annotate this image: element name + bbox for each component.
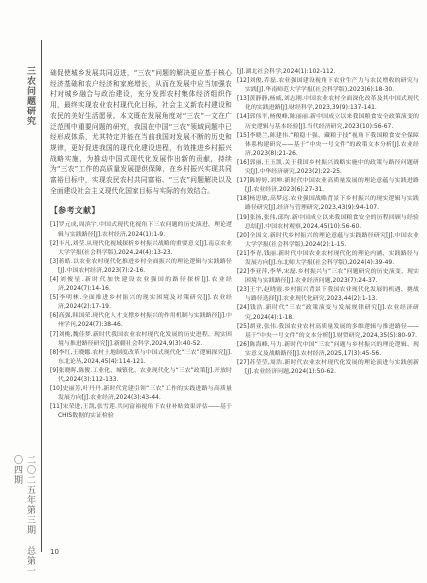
reference-item: [14]郭伟平,杨俊峰,陈丽丽.新中国成立以来我国粮食安全政策演变的历史逻辑与基本经验[J].当代经济研究,2023(10):56-67. bbox=[237, 114, 419, 130]
reference-item: [18]杨思敏,高梦远.农业强国战略背景下乡村振兴的现实逻辑与实践路径研究[J].经济与管理研究,2023,43(9):94-107. bbox=[237, 196, 419, 212]
reference-item: [17]陈婷婷,刘坤.新时代中国农业高质量发展的理论意蕴与实践进路[J].农业经济,2023(6):27-31. bbox=[237, 178, 419, 194]
reference-item: [21]李青,钱丽.新时代中国农业农村现代化的理论内涵、实践路径与发展方向[J].东北师大学报(社会科学版),2024(4):39-49. bbox=[237, 250, 419, 266]
reference-item: [5]李明林.全面推进乡村振兴的现实困境及对策研究[J].农业经济,2024(2):17-19. bbox=[50, 295, 232, 311]
right-column bbox=[237, 68, 419, 377]
reference-item: [15]李晓兰,陈建伟.“粮稳十强、藏粮于技”视角下我国粮食安全保障体系构建研究——基于“中央一号文件”的政策文本分析[J].农业经济,2023(8):21-26. bbox=[237, 132, 419, 157]
section-label: 三农问题研究 bbox=[25, 66, 35, 126]
reference-item: [19]张扬,张伟,邱均.新中国成立以来我国粮食安全的历程回顾与经验总结[J].中国农村观察,2024,45(10):56-60. bbox=[237, 214, 419, 230]
reference-item: [7]刘桃,魏佳梦.新时代我国农业农村现代化发展的历史进程、现实困境与推进路径研究[J].新疆社会科学,2024,9(3):40-52. bbox=[50, 331, 232, 347]
reference-item: [3]蒋皓.以农业农村现代化推进乡村全面振兴的理论逻辑与实践路径[J].中国农村经济,2023(7):2-16. bbox=[50, 258, 232, 274]
reference-item: [16]郭丽,王玉凯.关于我国乡村振兴战略实施中的政策与路径问题研究[J].中华经济研究,2023(2):22-25. bbox=[237, 159, 419, 176]
reference-item: [25]胡亚,张伟.我国农业农村高质量发展的多维逻辑与推进路径——基于“中央一号文件”的文本分析[J].财贸研究,2024,35(5):80-97. bbox=[237, 323, 419, 339]
body-paragraph: 础促使城乡发展共同迈进，“三农”问题的解决更应基于核心经济基础和农户经济和家庭增长，从而在发展中应当加强农村对城乡融合与政治建设，充分发挥农村集体经济组织作用，最终实现农业农村现代化目标，社会主义新农村建设和农民的美好生活愿景。本文既在发展角度对“三农”一文在广泛范围中重要问题的研究，我国在中国“三农”领域问题中已经形成体系，尤其特定并能在当前我国对发展不断的历史和规律，更好促进我国的现代化建设进程，有效推进乡村振兴战略实施，为推动中国式现代化发展作出新的贡献，持续为“三农”工作的高质量发展提供保障，在乡村振兴实现共同富裕目标中，实现农民农村共同富裕、“三农”问题解决以及全面建设社会主义现代化国家目标与实际的有效结合。 bbox=[50, 69, 232, 195]
reference-item: [11]宋荣进,王凯,张雪莲.共同富裕视角下农业补贴效果评估——基于CHIS数据的实证检验 bbox=[50, 404, 232, 420]
reference-item: [6]高强,韩国荣.现代化人才支撑乡村振兴的作用机制与实践路径[J].中州学刊,2024(7):38-46. bbox=[50, 313, 232, 329]
reference-item: [12]刘俊,乔磊.农业强国建设视角下农业生产力与农民增收的研究与实践[J].华南师范大学学报(社会科学版),2023(6):18-30. bbox=[237, 78, 419, 94]
reference-item: [22]李亚萍,李华,宋磊.乡村振兴与“三农”问题研究的历史演变、现实困境与实践路径[J].农业经济问题,2023(7):24-37. bbox=[237, 269, 419, 285]
reference-item: [20]全国文.新时代乡村振兴的理论意蕴与实践路径研究[J].中国农业大学学报(社会科学版),2024(2):1-15. bbox=[237, 232, 419, 248]
reference-item: [27]苏莹莹,周浩.新时代农业农村现代化发展的理论演进与实践创新[J].农业经济问题,2024(1):50-62. bbox=[237, 360, 419, 376]
reference-item: [26]陈海峰,马力.新时代中国“三农”问题与乡村振兴的理论逻辑、现实意义及战略路径[J].农村经济,2025,17(3):45-56. bbox=[237, 341, 419, 357]
references-heading: 【参考文献】 bbox=[50, 206, 100, 216]
reference-item: [4]刘俊星.新时代加快建设农业强国的路径探析[J].农业经济,2024(7):14-16. bbox=[50, 277, 232, 293]
reference-item: [9]张晓晖,陈俊.工业化、城镇化、农业现代化与“三农”政策[J].开放时代,2024(3):112-133. bbox=[50, 367, 232, 384]
reference-item: [J].湖北社会科学,2024(1):102-112. bbox=[237, 69, 336, 75]
reference-item: [13]黄静静,杨威,刘志刚.中国农业农村全面深化改革及其中国式现代化的实践进路[J].财经科学,2023,39(9):137-141. bbox=[237, 96, 419, 112]
margin-rule bbox=[41, 40, 42, 552]
reference-item: [1]罗元成,周滨宇.中国式现代化视角下三农问题的历史演进、理论逻辑与实践路径[J].农村经济,2024(1):1-9. bbox=[50, 222, 232, 238]
reference-item: [2]丰凡,刘莹.从现代化视域探析乡村振兴战略的重要意义[J].南京农业大学学报(社会科学版),2024,24(4):13-23. bbox=[50, 240, 232, 256]
page-number: 10 bbox=[50, 548, 59, 556]
left-column bbox=[50, 68, 232, 422]
reference-list-right bbox=[237, 68, 419, 377]
reference-item: [24]钱浩.新时代“三农”政策演变与发展规律研究[J].农业经济研究,2024(4):1-18. bbox=[237, 305, 419, 321]
issue-label: 二〇二五年第三期 总第一〇四期 bbox=[12, 455, 35, 576]
reference-item: [8]李红,王晓娜.农村土地制度改革与中国式现代化“三农”逻辑探究[J].东北论丛,2024,45(4):114-121. bbox=[50, 349, 232, 365]
reference-list-left bbox=[50, 221, 232, 421]
reference-item: [23]王宇,赵晓霞.乡村振兴背景下我国农业现代化发展的机遇、挑战与路径选择[J].农业现代化研究,2023,44(2):1-13. bbox=[237, 287, 419, 303]
reference-item: [10]史丽芳,叶丹丹.新时代党建引领“三农”工作的实践进路与高质量发展方向[J].农业经济,2024(3):43-44. bbox=[50, 386, 232, 402]
